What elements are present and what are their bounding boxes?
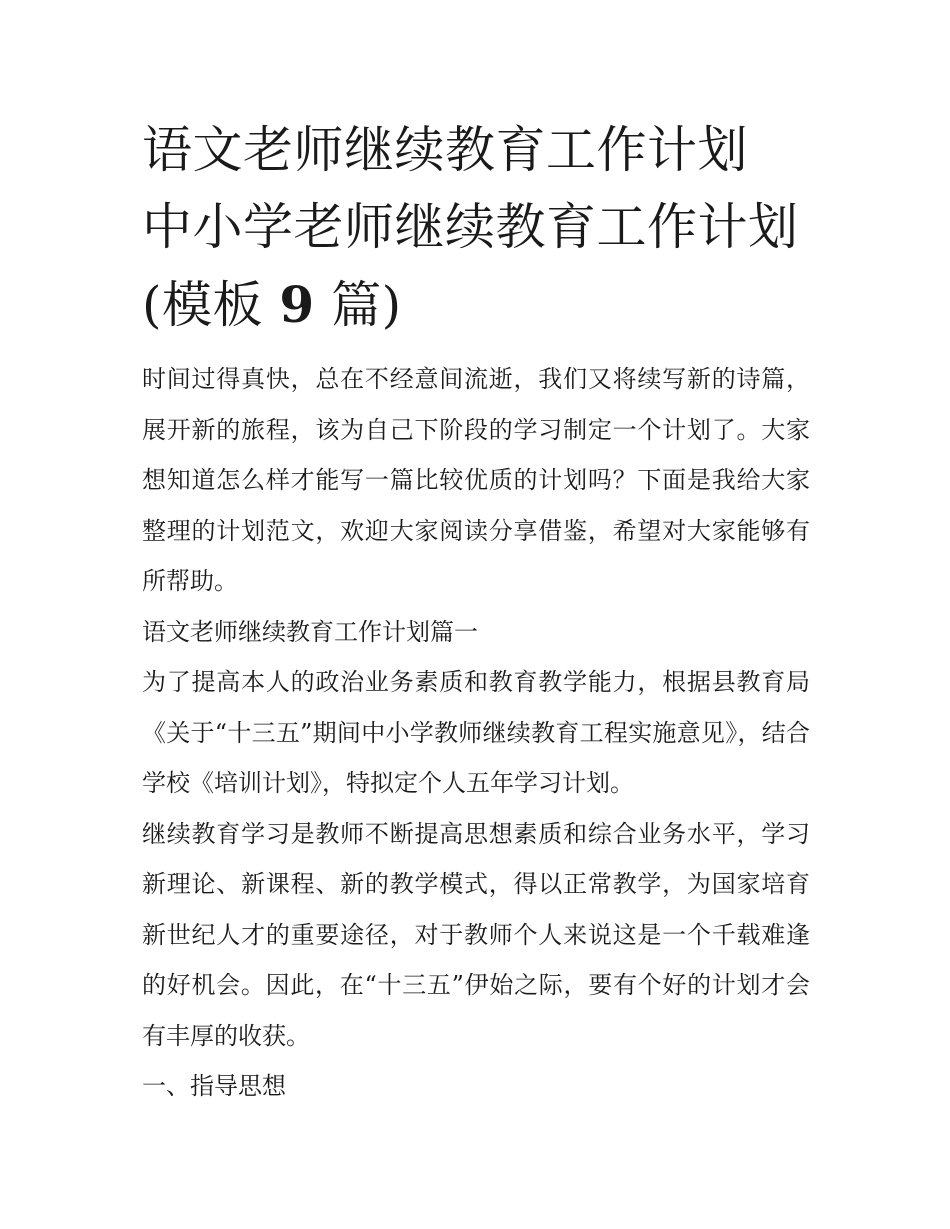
document-title [142,112,810,344]
body-paragraph: 为了提高本人的政治业务素质和教育教学能力，根据县教育局《关于“十三五”期间中小学教师继续教育工程实施意见》，结合学校《培训计划》，特拟定个人五年学习计划。 [142,668,810,797]
subsection-heading: 一、指导思想 [142,1072,286,1100]
intro-paragraph: 时间过得真快，总在不经意间流逝，我们又将续写新的诗篇，展开新的旅程，该为自己下阶段的学习制定一个计划了。大家想知道怎么样才能写一篇比较优质的计划吗？下面是我给大家整理的计划范文，欢迎大家阅读分享借鉴，希望对大家能够有所帮助。 [142,365,810,595]
title-suffix: 篇) [331,276,402,334]
document-page [142,112,810,1112]
title-text: 语文老师继续教育工作计划 中小学老师继续教育工作计划(模板 [142,121,799,334]
section-heading: 语文老师继续教育工作计划篇一 [142,617,478,646]
title-number: 9 [279,275,315,334]
body-paragraph: 继续教育学习是教师不断提高思想素质和综合业务水平，学习新理论、新课程、新的教学模式，得以正常教学，为国家培育新世纪人才的重要途径，对于教师个人来说这是一个千载难逢的好机会。因此，在“十三五”伊始之际，要有个好的计划才会有丰厚的收获。 [142,819,810,1050]
